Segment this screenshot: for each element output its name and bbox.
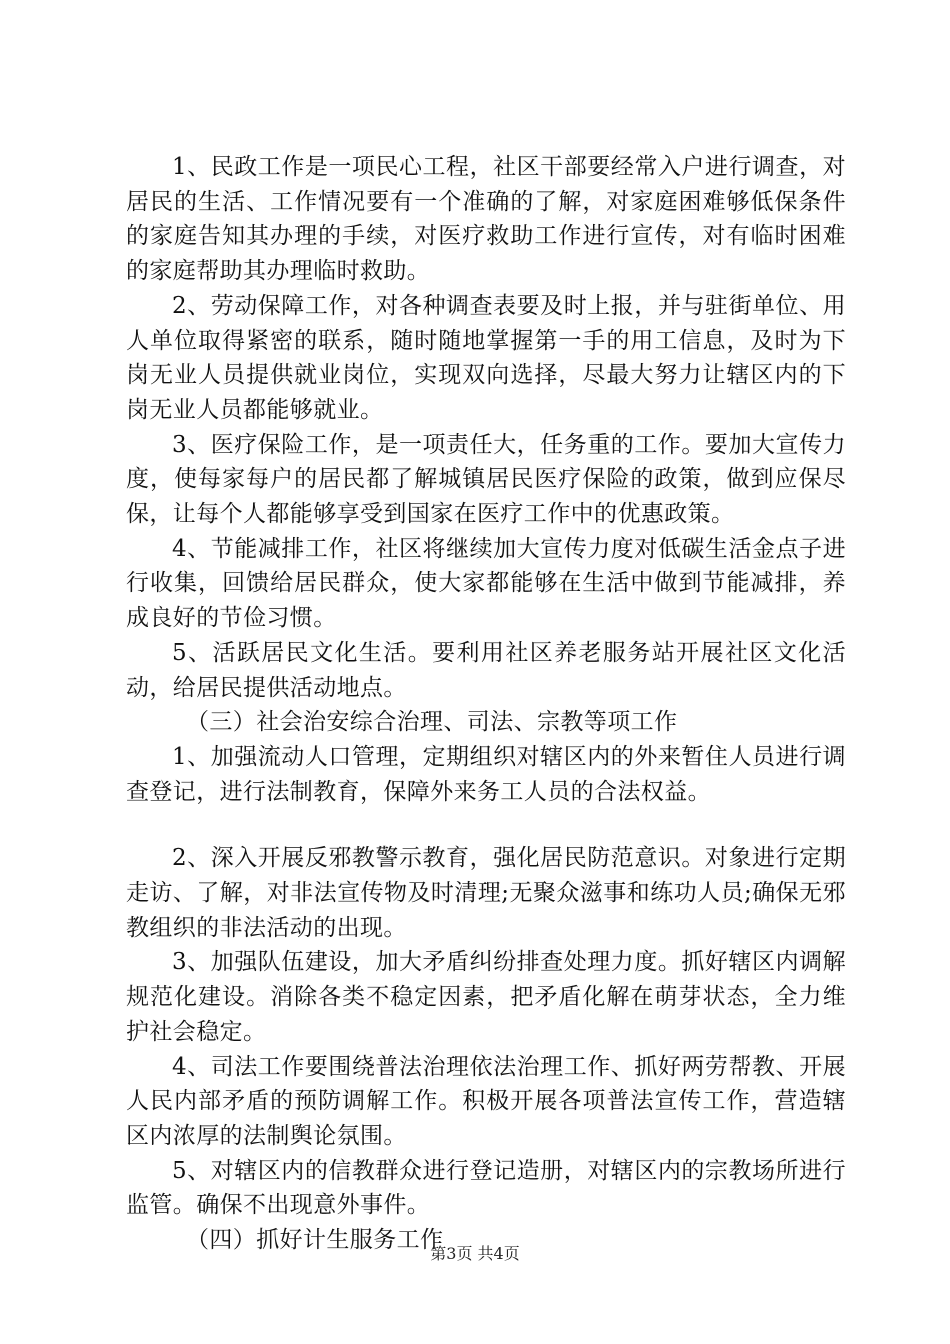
paragraph-floating-population: 1、加强流动人口管理，定期组织对辖区内的外来暂住人员进行调查登记，进行法制教育，保障外来务工人员的合法权益。: [126, 743, 846, 805]
document-body: [126, 150, 846, 1258]
section-heading-family-planning: （四）抓好计生服务工作: [186, 1227, 444, 1254]
paragraph-religion: 5、对辖区内的信教群众进行登记造册，对辖区内的宗教场所进行监管。确保不出现意外事件。: [126, 1157, 846, 1219]
page-number-footer: 第3页 共4页: [430, 1244, 520, 1263]
paragraph-team-building: 3、加强队伍建设，加大矛盾纠纷排查处理力度。抓好辖区内调解规范化建设。消除各类不稳定因素，把矛盾化解在萌芽状态，全力维护社会稳定。: [126, 949, 846, 1045]
paragraph-medical-insurance: 3、医疗保险工作，是一项责任大，任务重的工作。要加大宣传力度，使每家每户的居民都了解城镇居民医疗保险的政策，做到应保尽保，让每个人都能够享受到国家在医疗工作中的优惠政策。: [126, 431, 846, 528]
paragraph-energy-saving: 4、节能减排工作，社区将继续加大宣传力度对低碳生活金点子进行收集，回馈给居民群众，使大家都能够在生活中做到节能减排，养成良好的节俭习惯。: [126, 535, 846, 632]
paragraph-judicial-work: 4、司法工作要围绕普法治理依法治理工作、抓好两劳帮教、开展人民内部矛盾的预防调解工作。积极开展各项普法宣传工作，营造辖区内浓厚的法制舆论氛围。: [126, 1053, 846, 1149]
paragraph-civil-affairs: 1、民政工作是一项民心工程，社区干部要经常入户进行调查，对居民的生活、工作情况要有一个准确的了解，对家庭困难够低保条件的家庭告知其办理的手续，对医疗救助工作进行宣传，对有临时困难的家庭帮助其办理临时救助。: [126, 154, 846, 285]
section-heading-public-security: （三）社会治安综合治理、司法、宗教等项工作: [186, 709, 678, 736]
paragraph-culture-life: 5、活跃居民文化生活。要利用社区养老服务站开展社区文化活动，给居民提供活动地点。: [126, 639, 846, 701]
paragraph-anti-cult: 2、深入开展反邪教警示教育，强化居民防范意识。对象进行定期走访、了解，对非法宣传物及时清理;无聚众滋事和练功人员;确保无邪教组织的非法活动的出现。: [126, 845, 846, 941]
paragraph-labor-security: 2、劳动保障工作，对各种调查表要及时上报，并与驻街单位、用人单位取得紧密的联系，随时随地掌握第一手的用工信息，及时为下岗无业人员提供就业岗位，实现双向选择，尽最大努力让辖区内的下岗无业人员都能够就业。: [126, 292, 846, 423]
